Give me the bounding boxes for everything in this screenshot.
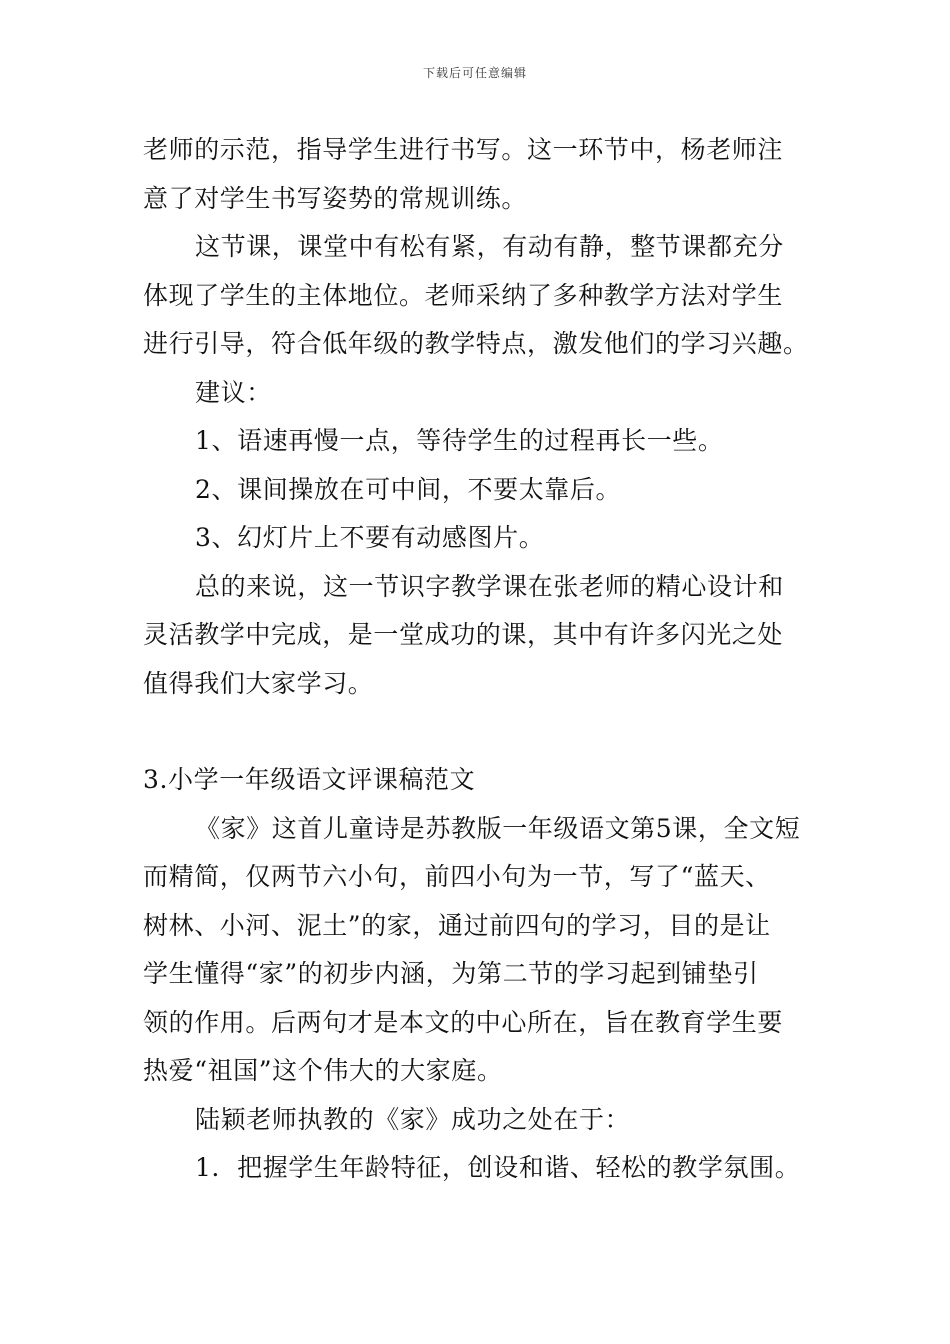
document-body [143, 126, 823, 1193]
text-line: 2、课间操放在可中间，不要太靠后。 [195, 474, 622, 504]
text-line: 1．把握学生年龄特征，创设和谐、轻松的教学氛围。 [195, 1153, 801, 1182]
text-line: 而精简，仅两节六小句，前四小句为一节，写了“蓝天、 [143, 862, 771, 891]
page-header: 下载后可任意编辑 [422, 66, 527, 80]
text-line: 建议： [195, 377, 272, 407]
text-line: 进行引导，符合低年级的教学特点，激发他们的学习兴趣。 [143, 329, 809, 358]
text-line: 意了对学生书写姿势的常规训练。 [143, 183, 528, 213]
text-line: 总的来说，这一节识字教学课在张老师的精心设计和 [195, 571, 784, 601]
text-line: 老师的示范，指导学生进行书写。这一环节中，杨老师注 [143, 135, 784, 164]
text-line: 学生懂得“家”的初步内涵，为第二节的学习起到铺垫引 [143, 959, 759, 988]
paragraph-gap [143, 708, 823, 756]
text-line: 《家》这首儿童诗是苏教版一年级语文第5课，全文短 [195, 813, 801, 843]
text-line: 这节课，课堂中有松有紧，有动有静，整节课都充分 [195, 232, 784, 261]
text-line: 热爱“祖国”这个伟大的大家庭。 [143, 1056, 503, 1085]
text-line: 灵活教学中完成，是一堂成功的课，其中有许多闪光之处 [143, 620, 784, 649]
text-line: 3、幻灯片上不要有动感图片。 [195, 523, 545, 552]
text-line: 领的作用。后两句才是本文的中心所在，旨在教育学生要 [143, 1007, 784, 1037]
text-line: 体现了学生的主体地位。老师采纳了多种教学方法对学生 [143, 280, 784, 310]
text-line: 3.小学一年级语文评课稿范文 [143, 765, 476, 794]
text-line: 值得我们大家学习。 [143, 668, 374, 698]
text-line: 树林、小河、泥土”的家，通过前四句的学习，目的是让 [143, 910, 771, 940]
text-line: 陆颖老师执教的《家》成功之处在于： [195, 1104, 631, 1134]
text-line: 1、语速再慢一点，等待学生的过程再长一些。 [195, 426, 724, 455]
